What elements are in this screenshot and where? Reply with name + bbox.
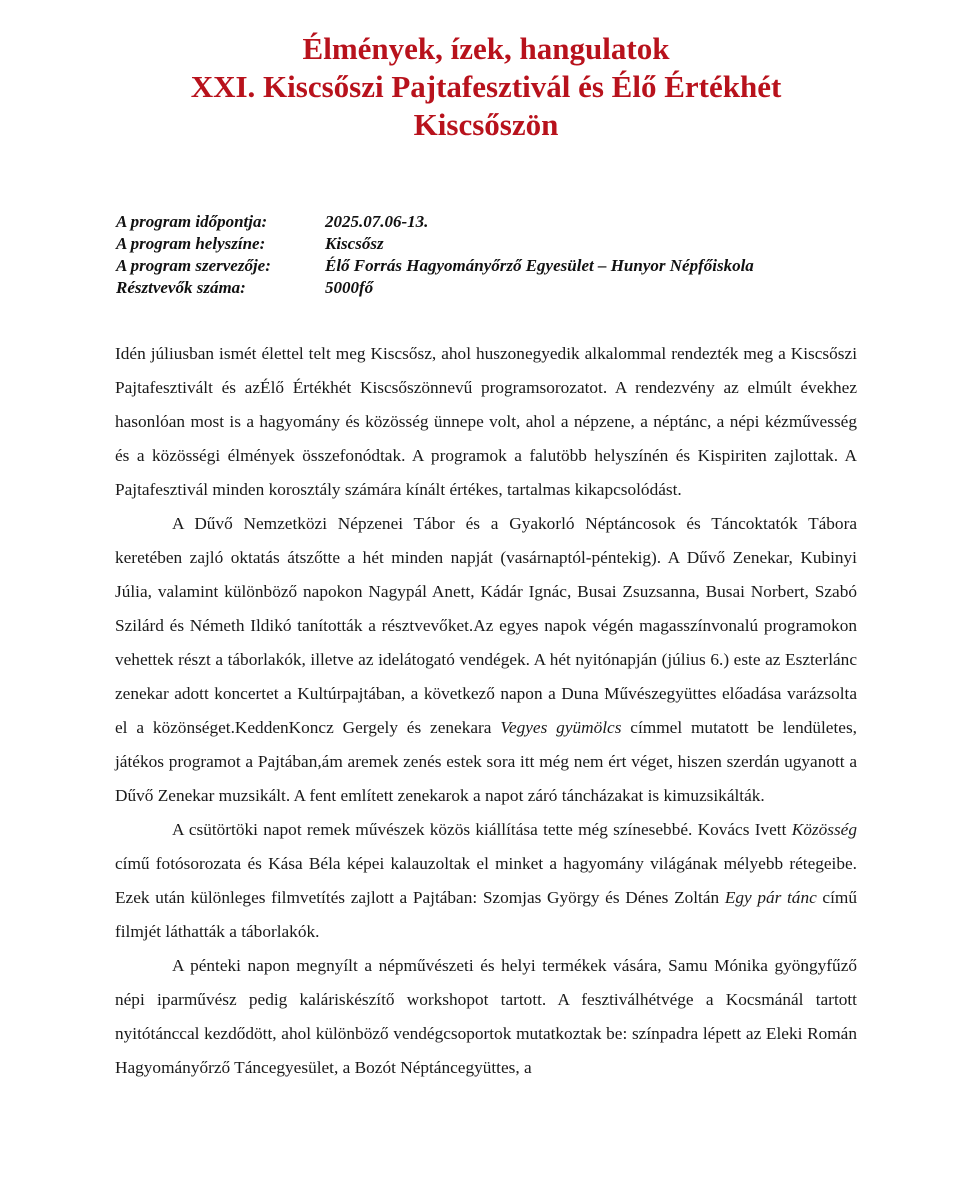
paragraph-thursday	[115, 813, 857, 949]
paragraph-text: címmel mutatott be lendületes, játékos programot a Pajtában,ám aremek zenés estek sora itt még nem ért véget, hiszen szerdán ugyanott a Dűvő Zenekar muzsikált. A fent említett zenekarok a napot záró táncházakat is kimuzsikálták.	[115, 718, 857, 805]
paragraph-text: A csütörtöki napot remek művészek közös kiállítása tette még színesebbé. Kovács Ivett	[172, 820, 792, 839]
paragraph-friday: A pénteki napon megnyílt a népművészeti és helyi termékek vására, Samu Mónika gyöngyfűző népi iparművész pedig kaláriskészítő workshopot tartott. A fesztiválhétvége a Kocsmánál tartott nyitótánccal kezdődött, ahol különböző vendégcsoportok mutatkoztak be: színpadra lépett az Eleki Román Hagyományőrző Táncegyesület, a Bozót Néptáncegyüttes, a	[115, 956, 857, 1077]
document-title	[115, 30, 857, 144]
detail-label: A program szervezője:	[116, 256, 271, 275]
detail-row-organizer	[116, 255, 754, 277]
paragraph-text: című fotósorozata és Kása Béla képei kalauzoltak el minket a hagyomány világának mélyebb rétegeibe. Ezek után különleges filmvetítés zajlott a Pajtában: Szomjas György és Dénes Zoltán	[115, 854, 857, 907]
detail-value: Kiscsősz	[325, 234, 384, 253]
program-details	[116, 211, 754, 299]
exhibition-title: Közösség	[791, 820, 857, 839]
title-line-3: Kiscsőszön	[413, 107, 559, 142]
detail-value: 5000fő	[325, 278, 374, 297]
paragraph-text: A Dűvő Nemzetközi Népzenei Tábor és a Gyakorló Néptáncosok és Táncoktatók Tábora keretében zajló oktatás átszőtte a hét minden napját (vasárnaptól-péntekig). A Dűvő Zenekar, Kubinyi Júlia, valamint különböző napokon Nagypál Anett, Kádár Ignác, Busai Zsuzsanna, Busai Norbert, Szabó Szilárd és Németh Ildikó tanították a résztvevőket.Az egyes napok végén magasszínvonalú programokon vehettek részt a táborlakók, illetve az idelátogató vendégek. A hét nyitónapján (július 6.) este az Eszterlánc zenekar adott koncertet a Kultúrpajtában, a következő napon a Duna Művészegyüttes előadása varázsolta el a közönséget.KeddenKoncz Gergely és zenekara	[115, 514, 857, 737]
detail-value: Élő Forrás Hagyományőrző Egyesület – Hunyor Népfőiskola	[325, 256, 754, 275]
detail-label: A program helyszíne:	[116, 234, 266, 253]
film-title: Egy pár tánc	[724, 888, 817, 907]
title-line-2: XXI. Kiscsőszi Pajtafesztivál és Élő Értékhét	[190, 69, 782, 104]
paragraph-camp	[115, 507, 857, 813]
title-line-1: Élmények, ízek, hangulatok	[302, 31, 670, 66]
paragraph-intro: Idén júliusban ismét élettel telt meg Kiscsősz, ahol huszonegyedik alkalommal rendezték meg a Kiscsőszi Pajtafesztivált és azÉlő Értékhét Kiscsőszönnevű programsorozatot. A rendezvény az elmúlt évekhez hasonlóan most is a hagyomány és közösség ünnepe volt, ahol a népzene, a néptánc, a népi kézművesség és a közösségi élmények összefonódtak. A programok a falutöbb helyszínén és Kispiriten zajlottak. A Pajtafesztivál minden korosztály számára kínált értékes, tartalmas kikapcsolódást.	[115, 344, 857, 499]
article-body	[115, 337, 857, 1085]
detail-label: Résztvevők száma:	[116, 278, 246, 297]
detail-row-participants	[116, 277, 754, 299]
detail-value: 2025.07.06-13.	[325, 212, 429, 231]
detail-row-date	[116, 211, 754, 233]
detail-row-location	[116, 233, 754, 255]
program-title: Vegyes gyümölcs	[500, 718, 622, 737]
paragraph-text: című filmjét láthatták a táborlakók.	[115, 888, 857, 941]
detail-label: A program időpontja:	[116, 212, 268, 231]
